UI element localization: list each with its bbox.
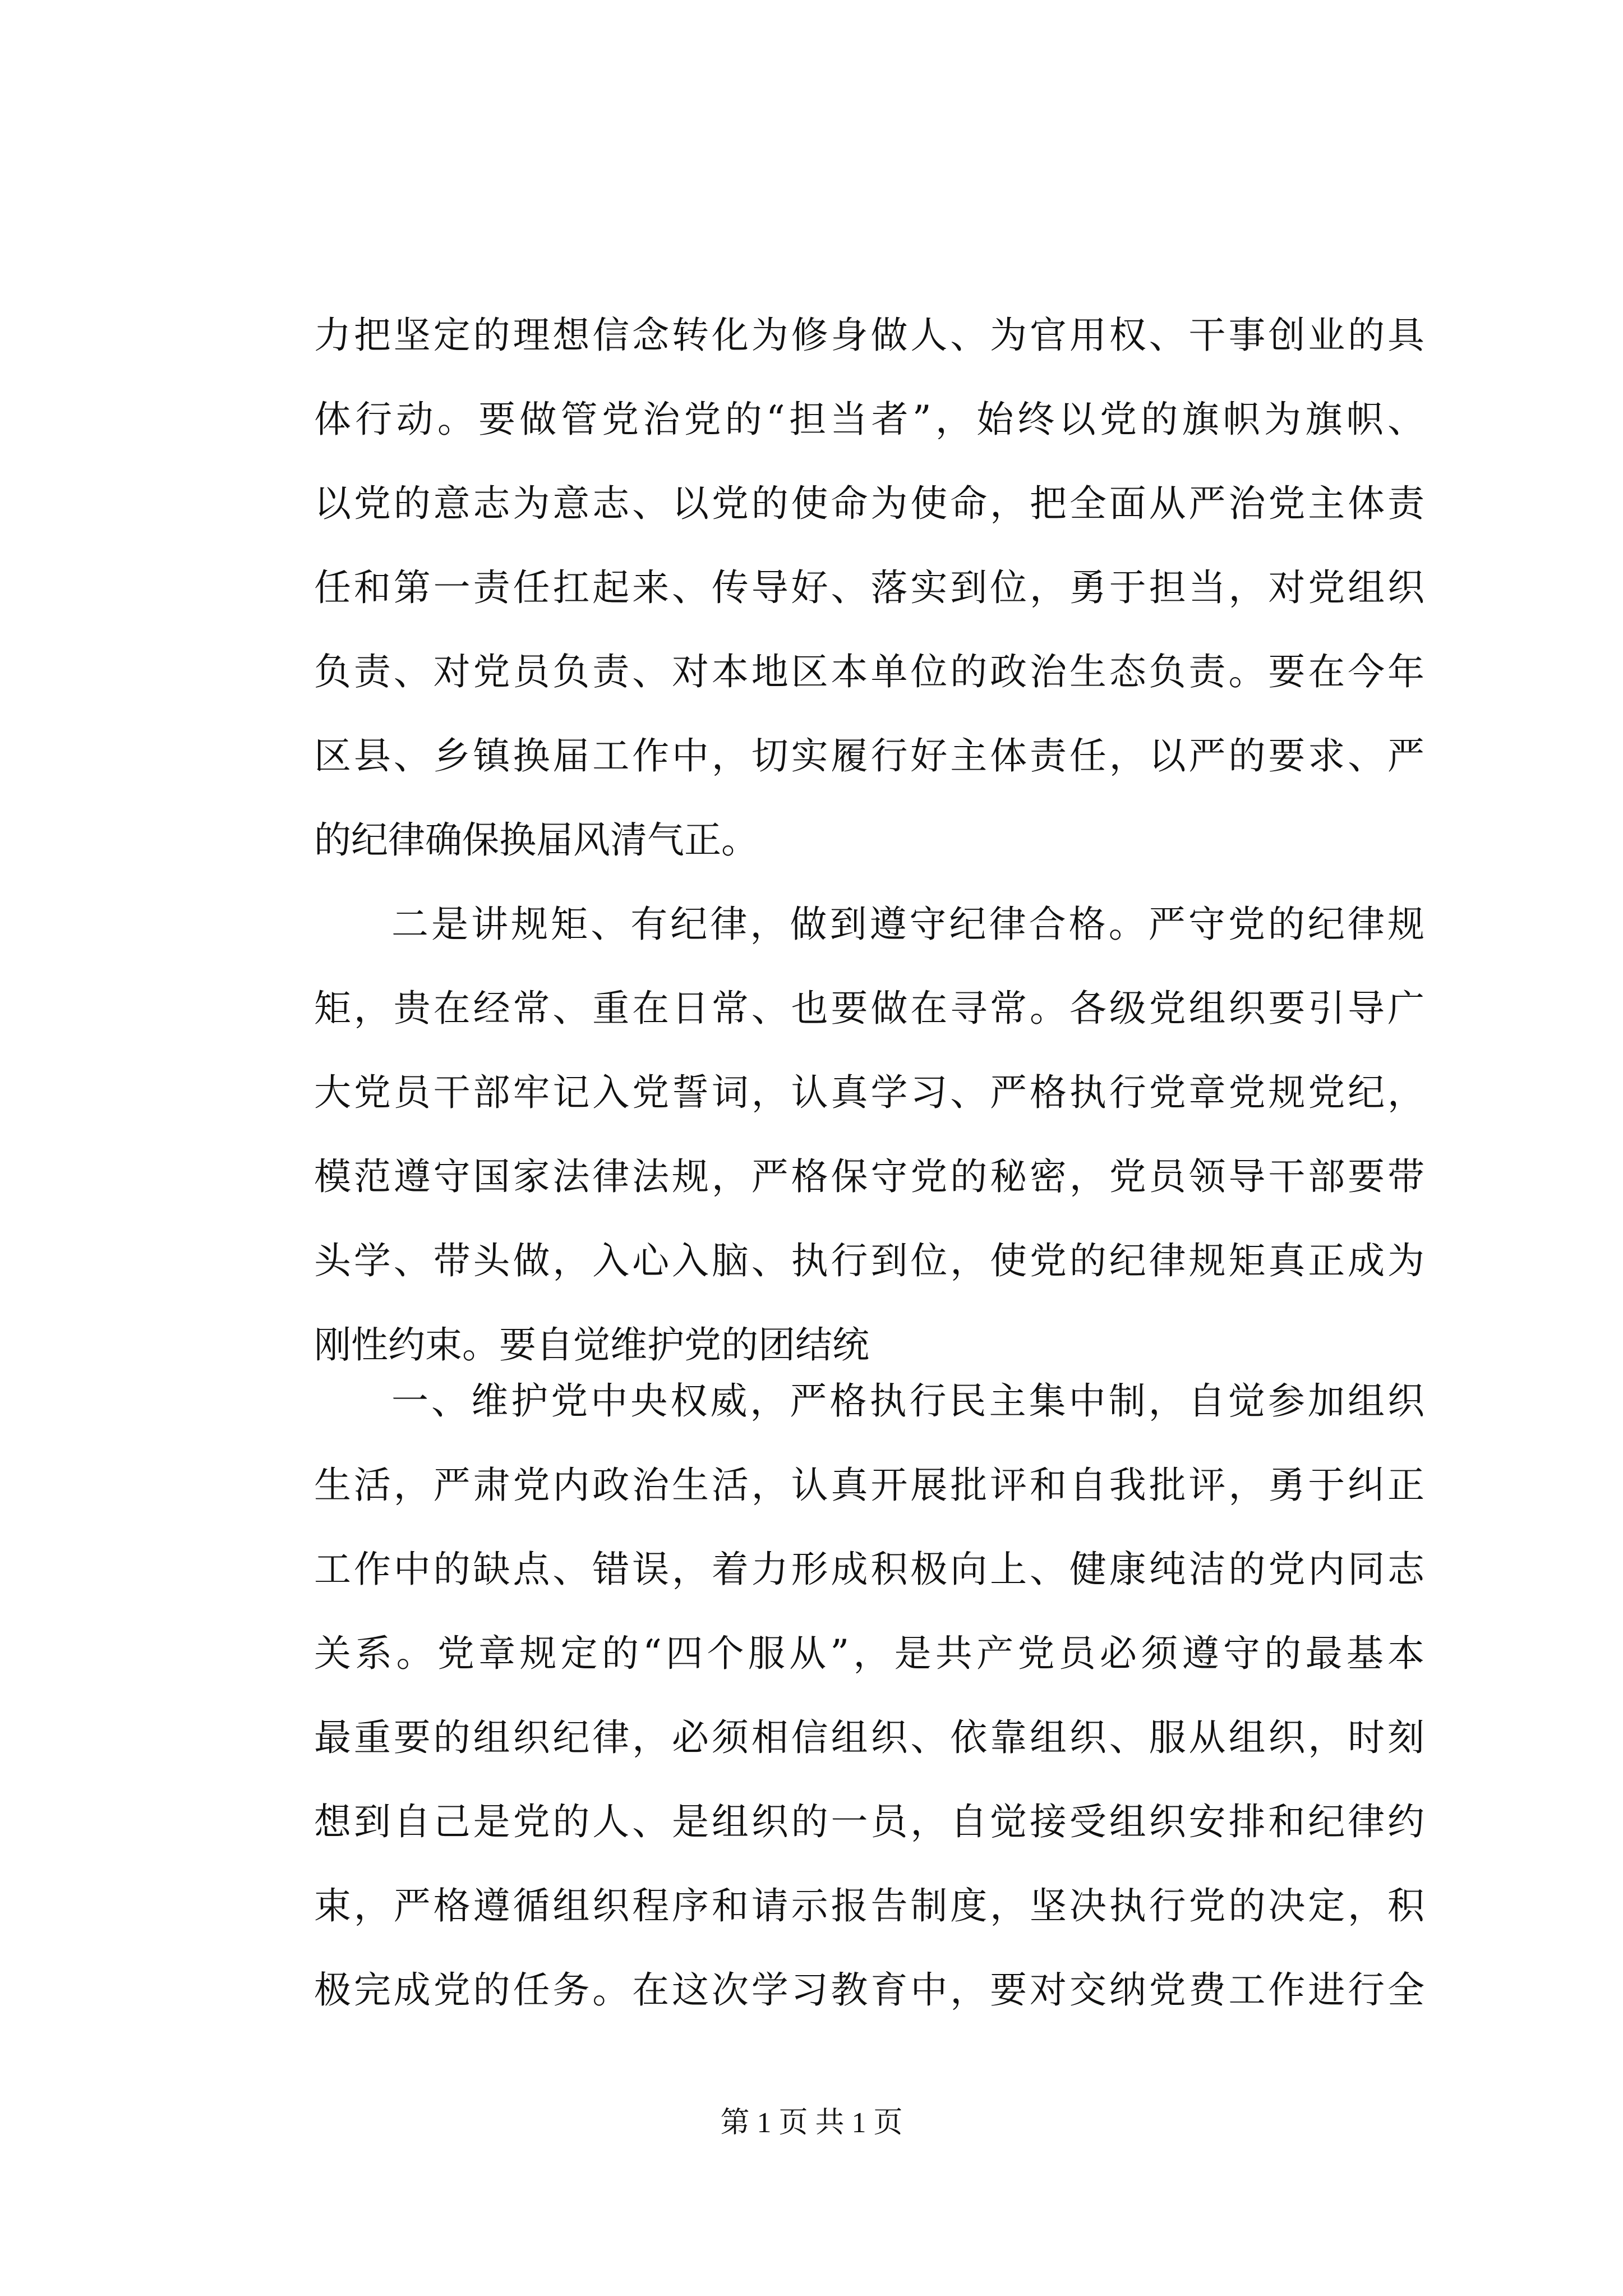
paragraph-2-line-5: 头学、带头做，入心入脑、执行到位，使党的纪律规矩真正成为 [314,1239,1424,1282]
paragraph-3-line-5: 最重要的组织纪律，必须相信组织、依靠组织、服从组织，时刻 [314,1716,1424,1759]
paragraph-1-line-7: 的纪律确保换届风清气正。 [314,818,758,862]
paragraph-1-line-2: 体行动。要做管党治党的“担当者”，始终以党的旗帜为旗帜、 [314,398,1424,441]
paragraph-2-line-2: 矩，贵在经常、重在日常、也要做在寻常。各级党组织要引导广 [314,987,1424,1030]
paragraph-3-line-2: 生活，严肃党内政治生活，认真开展批评和自我批评，勇于纠正 [314,1464,1424,1507]
paragraph-2-line-3: 大党员干部牢记入党誓词，认真学习、严格执行党章党规党纪， [314,1071,1424,1114]
paragraph-3-line-8: 极完成党的任务。在这次学习教育中，要对交纳党费工作进行全 [314,1968,1424,2012]
paragraph-2-line-6: 刚性约束。要自觉维护党的团结统 [314,1323,869,1366]
paragraph-3-line-6: 想到自己是党的人、是组织的一员，自觉接受组织安排和纪律约 [314,1800,1424,1843]
paragraph-2-line-4: 模范遵守国家法律法规，严格保守党的秘密，党员领导干部要带 [314,1155,1424,1198]
paragraph-3-line-1: 一、维护党中央权威，严格执行民主集中制，自觉参加组织 [391,1379,1424,1423]
paragraph-3-line-4: 关系。党章规定的“四个服从”，是共产党员必须遵守的最基本 [314,1632,1424,1675]
page-number-footer: 第 1 页 共 1 页 [720,2107,903,2139]
paragraph-3-line-7: 束，严格遵循组织程序和请示报告制度，坚决执行党的决定，积 [314,1884,1424,1927]
paragraph-1-line-1: 力把坚定的理想信念转化为修身做人、为官用权、干事创业的具 [314,314,1424,357]
paragraph-3-line-3: 工作中的缺点、错误，着力形成积极向上、健康纯洁的党内同志 [314,1548,1424,1591]
paragraph-1-line-3: 以党的意志为意志、以党的使命为使命，把全面从严治党主体责 [314,482,1424,525]
paragraph-1-line-5: 负责、对党员负责、对本地区本单位的政治生态负责。要在今年 [314,650,1424,693]
paragraph-2-line-1: 二是讲规矩、有纪律，做到遵守纪律合格。严守党的纪律规 [391,903,1424,946]
paragraph-1-line-6: 区县、乡镇换届工作中，切实履行好主体责任，以严的要求、严 [314,734,1424,777]
paragraph-1-line-4: 任和第一责任扛起来、传导好、落实到位，勇于担当，对党组织 [314,566,1424,609]
